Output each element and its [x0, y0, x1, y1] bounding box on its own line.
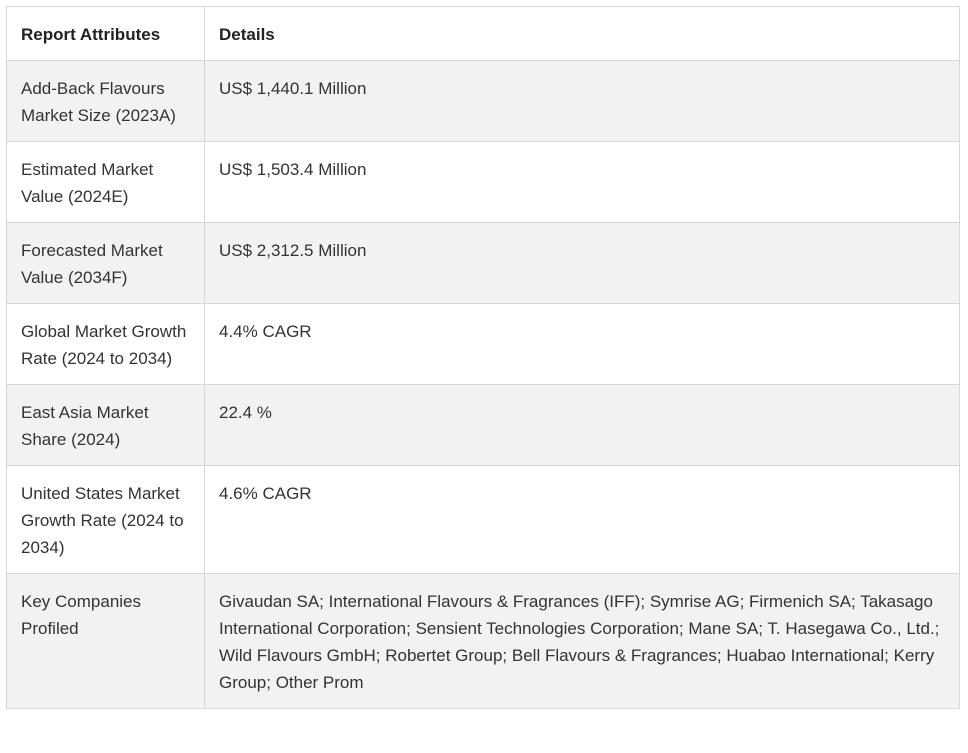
detail-cell: US$ 2,312.5 Million: [205, 223, 960, 304]
header-report-attributes: Report Attributes: [7, 7, 205, 61]
attribute-cell: Global Market Growth Rate (2024 to 2034): [7, 304, 205, 385]
table-row: [7, 61, 960, 142]
table-row: [7, 574, 960, 709]
detail-cell: US$ 1,503.4 Million: [205, 142, 960, 223]
attribute-cell: Forecasted Market Value (2034F): [7, 223, 205, 304]
table-row: [7, 223, 960, 304]
table-row: [7, 304, 960, 385]
attribute-cell: Add-Back Flavours Market Size (2023A): [7, 61, 205, 142]
attribute-cell: Key Companies Profiled: [7, 574, 205, 709]
attribute-cell: United States Market Growth Rate (2024 to 2034): [7, 466, 205, 574]
attribute-cell: East Asia Market Share (2024): [7, 385, 205, 466]
table-row: [7, 466, 960, 574]
detail-cell: 4.4% CAGR: [205, 304, 960, 385]
detail-cell: 22.4 %: [205, 385, 960, 466]
table-row: [7, 385, 960, 466]
table-row: [7, 142, 960, 223]
detail-cell: US$ 1,440.1 Million: [205, 61, 960, 142]
report-attributes-table: [6, 6, 960, 709]
header-details: Details: [205, 7, 960, 61]
attribute-cell: Estimated Market Value (2024E): [7, 142, 205, 223]
table-header-row: [7, 7, 960, 61]
detail-cell: Givaudan SA; International Flavours & Fragrances (IFF); Symrise AG; Firmenich SA; Takasago International Corporation; Sensient Technologies Corporation; Mane SA; T. Hasegawa Co., Ltd.; Wild Flavours GmbH; Robertet Group; Bell Flavours & Fragrances; Huabao International; Kerry Group; Other Prom: [205, 574, 960, 709]
detail-cell: 4.6% CAGR: [205, 466, 960, 574]
